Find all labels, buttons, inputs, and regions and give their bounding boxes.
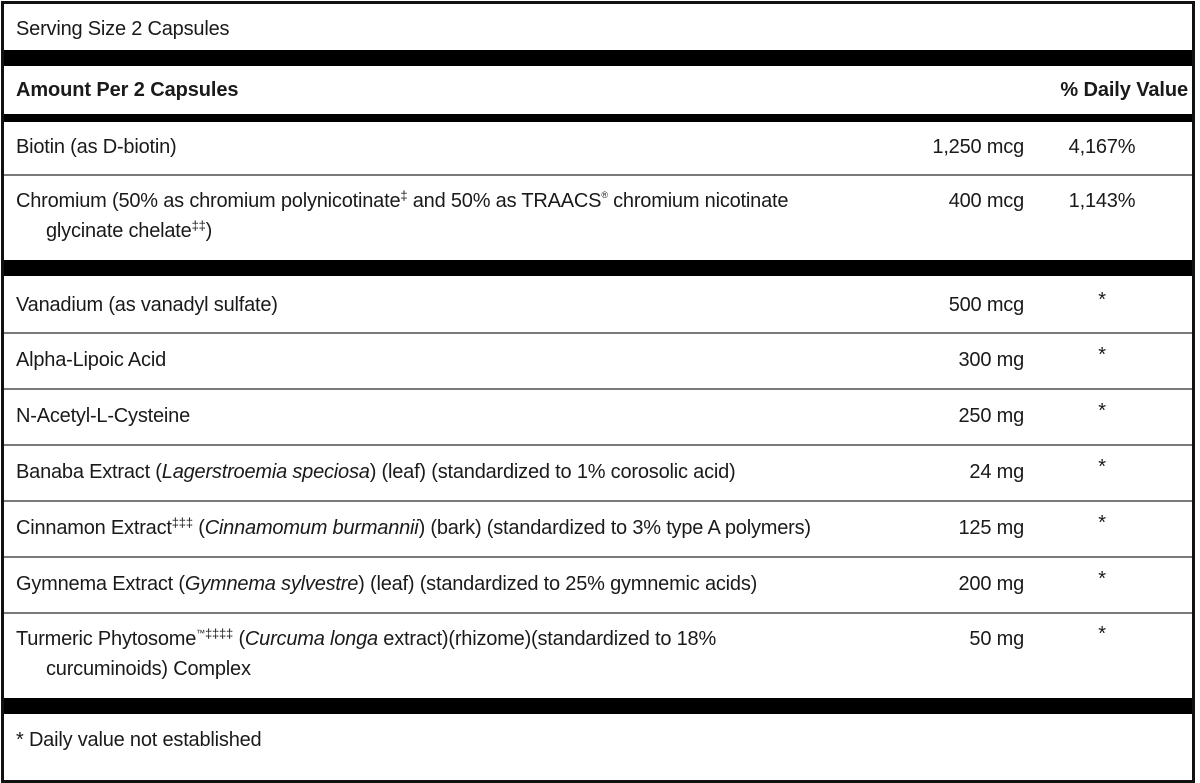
ingredient-name [16, 457, 896, 487]
footnote-mark: ‡‡ [191, 218, 206, 233]
ingredient-amount: 24 mg [969, 461, 1024, 483]
footnote: * Daily value not established [16, 729, 262, 751]
ingredient-daily-value: * [1098, 512, 1106, 534]
ingredient-name-part: ( [192, 517, 205, 539]
ingredient-name: Vanadium (as vanadyl sulfate) [16, 294, 278, 316]
ingredient-name-part: Turmeric Phytosome [16, 628, 197, 650]
ingredient-amount: 50 mg [969, 628, 1024, 650]
footnote-mark: ‡ [400, 188, 408, 203]
ingredient-daily-value: 4,167% [1068, 136, 1136, 158]
ingredient-name-part: and 50% as TRAACS [407, 190, 602, 212]
footnote-mark: ‡‡‡ [171, 515, 193, 530]
registered-mark: ® [601, 190, 608, 200]
row-divider [4, 444, 1192, 446]
latin-name: Curcuma longa [244, 628, 378, 650]
ingredient-name-part: ) (leaf) (standardized to 25% gymnemic acids) [358, 573, 758, 595]
ingredient-name-part: ) (leaf) (standardized to 1% corosolic acid) [369, 461, 736, 483]
ingredient-name [16, 513, 896, 543]
ingredient-amount: 200 mg [958, 573, 1024, 595]
ingredient-name [16, 569, 896, 599]
row-divider [4, 500, 1192, 502]
supplement-facts-panel [1, 1, 1195, 783]
ingredient-daily-value: * [1098, 289, 1106, 311]
ingredient-daily-value: * [1098, 568, 1106, 590]
ingredient-amount: 1,250 mcg [932, 136, 1024, 158]
latin-name: Gymnema sylvestre [184, 573, 359, 595]
row-divider [4, 332, 1192, 334]
ingredient-name-part: ) [205, 220, 213, 242]
latin-name: Lagerstroemia speciosa [161, 461, 370, 483]
serving-size: Serving Size 2 Capsules [16, 18, 230, 40]
medium-divider [4, 114, 1192, 122]
ingredient-name-part: Banaba Extract ( [16, 461, 162, 483]
ingredient-name: Biotin (as D-biotin) [16, 136, 177, 158]
ingredient-daily-value: * [1098, 623, 1106, 645]
ingredient-name-part: ) (bark) (standardized to 3% type A polymers) [418, 517, 811, 539]
row-divider [4, 612, 1192, 614]
ingredient-daily-value: * [1098, 344, 1106, 366]
ingredient-name-continuation [16, 216, 896, 246]
ingredient-name-part: extract)(rhizome)(standardized to 18% [377, 628, 717, 650]
ingredient-name [16, 624, 896, 684]
thick-divider [4, 50, 1192, 66]
ingredient-name-part: Gymnema Extract ( [16, 573, 185, 595]
ingredient-amount: 125 mg [958, 517, 1024, 539]
latin-name: Cinnamomum burmannii [204, 517, 419, 539]
amount-per-serving-header: Amount Per 2 Capsules [16, 79, 239, 101]
ingredient-amount: 300 mg [958, 349, 1024, 371]
footnote-mark: ‡‡‡‡ [204, 626, 234, 641]
trademark-mark: ™ [196, 628, 205, 638]
row-divider [4, 556, 1192, 558]
ingredient-amount: 400 mcg [948, 190, 1024, 212]
ingredient-daily-value: * [1098, 456, 1106, 478]
ingredient-name-part: chromium nicotinate [607, 190, 789, 212]
ingredient-name: N-Acetyl-L-Cysteine [16, 405, 191, 427]
daily-value-header: % Daily Value [1060, 79, 1188, 101]
row-divider [4, 174, 1192, 176]
ingredient-amount: 500 mcg [948, 294, 1024, 316]
thick-divider [4, 260, 1192, 276]
ingredient-daily-value: * [1098, 400, 1106, 422]
ingredient-amount: 250 mg [958, 405, 1024, 427]
ingredient-name-continuation: curcuminoids) Complex [46, 658, 251, 680]
ingredient-daily-value: 1,143% [1068, 190, 1136, 212]
ingredient-name: Alpha-Lipoic Acid [16, 349, 167, 371]
ingredient-name-part: ( [233, 628, 245, 650]
ingredient-name-part: Chromium (50% as chromium polynicotinate [16, 190, 401, 212]
row-divider [4, 388, 1192, 390]
ingredient-name [16, 186, 896, 246]
ingredient-name-part: glycinate chelate [46, 220, 192, 242]
ingredient-name-part: Cinnamon Extract [16, 517, 172, 539]
thick-divider [4, 698, 1192, 714]
